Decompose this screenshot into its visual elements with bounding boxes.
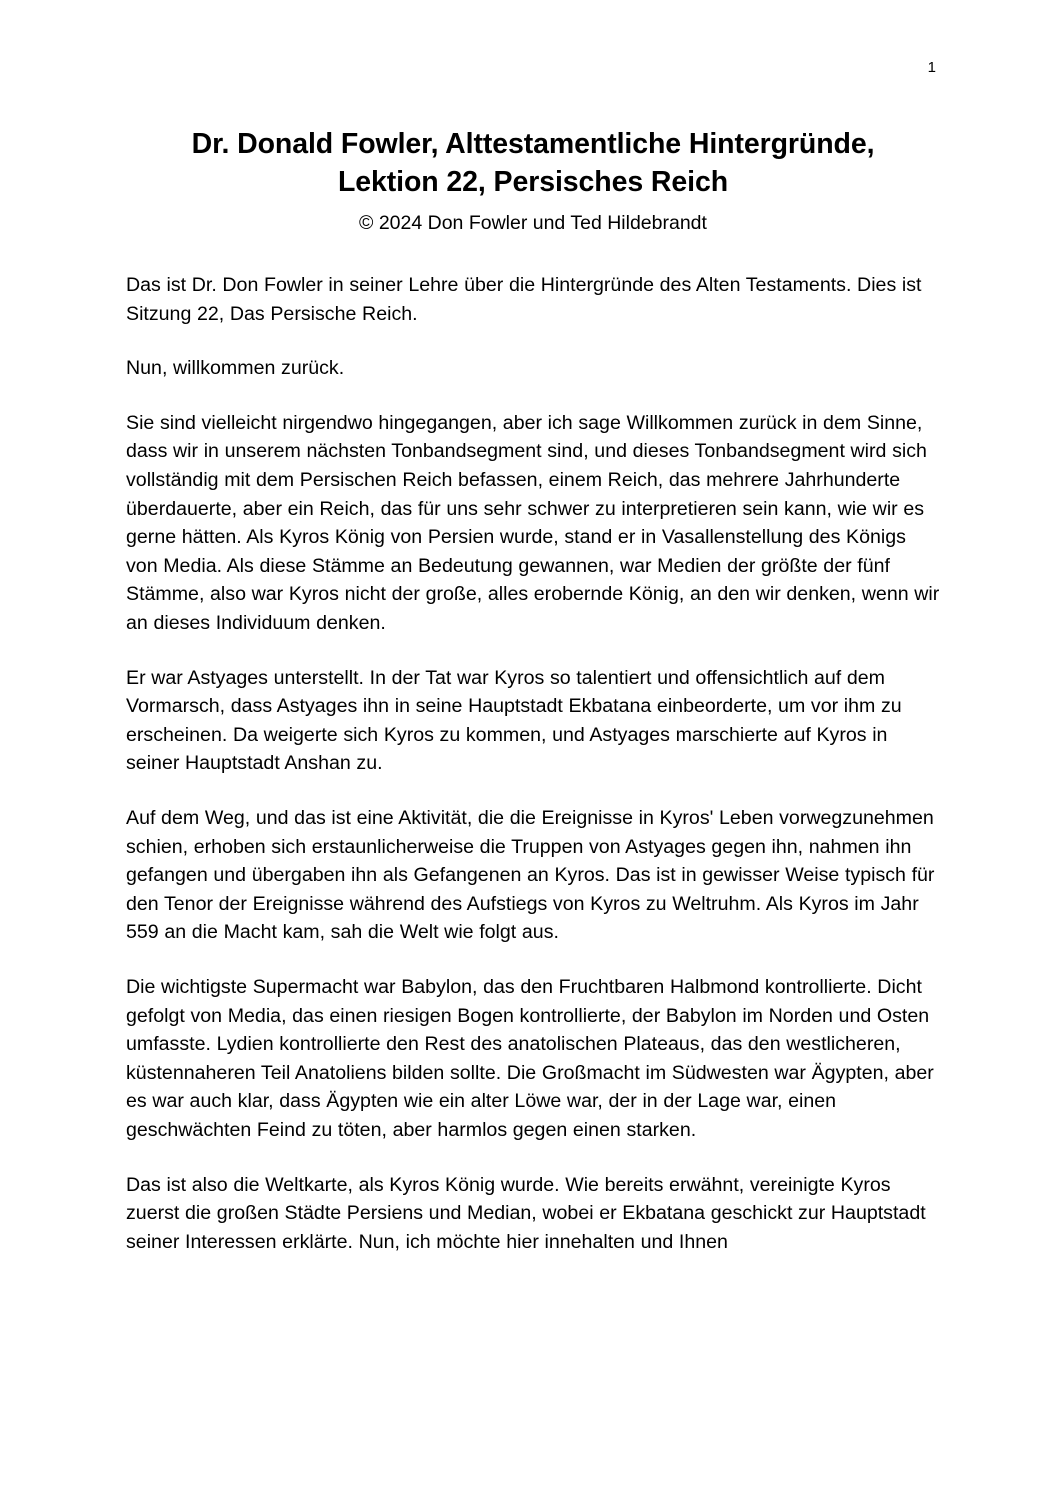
document-body (126, 271, 940, 1256)
paragraph: Das ist also die Weltkarte, als Kyros König wurde. Wie bereits erwähnt, vereinigte Kyros zuerst die großen Städte Persiens und Median, wobei er Ekbatana geschickt zur Hauptstadt seiner Interessen erklärte. Nun, ich möchte hier innehalten und Ihnen (126, 1173, 926, 1253)
paragraph: Auf dem Weg, und das ist eine Aktivität, die die Ereignisse in Kyros' Leben vorwegzunehmen schien, erhoben sich erstaunlicherweise die Truppen von Astyages gegen ihn, nahmen ihn gefangen und übergaben ihn als Gefangenen an Kyros. Das ist in gewisser Weise typisch für den Tenor der Ereignisse während des Aufstiegs von Kyros zu Weltruhm. Als Kyros im Jahr 559 an die Macht kam, sah die Welt wie folgt aus. (126, 806, 935, 944)
paragraph: Sie sind vielleicht nirgendwo hingegangen, aber ich sage Willkommen zurück in dem Sinne, dass wir in unserem nächsten Tonbandsegment sind, und dieses Tonbandsegment wird sich vollständig mit dem Persischen Reich befassen, einem Reich, das mehrere Jahrhunderte überdauerte, aber ein Reich, das für uns sehr schwer zu interpretieren sein kann, wie wir es gerne hätten. Als Kyros König von Persien wurde, stand er in Vasallenstellung des Königs von Media. Als diese Stämme an Bedeutung gewannen, war Medien der größte der fünf Stämme, also war Kyros nicht der große, alles erobernde König, an den wir denken, wenn wir an dieses Individuum denken. (126, 411, 940, 635)
copyright-line: © 2024 Don Fowler und Ted Hildebrandt (359, 211, 707, 234)
page-title-line-1: Dr. Donald Fowler, Alttestamentliche Hintergründe, (191, 128, 875, 160)
paragraph: Die wichtigste Supermacht war Babylon, das den Fruchtbaren Halbmond kontrollierte. Dicht gefolgt von Media, das einen riesigen Bogen kontrollierte, der Babylon im Norden und Osten umfasste. Lydien kontrollierte den Rest des anatolischen Plateaus, das den westlicheren, küstennaheren Teil Anatoliens bilden sollte. Die Großmacht im Südwesten war Ägypten, aber es war auch klar, dass Ägypten wie ein alter Löwe war, der in der Lage war, einen geschwächten Feind zu töten, aber harmlos gegen einen starken. (126, 975, 934, 1141)
paragraph: Er war Astyages unterstellt. In der Tat war Kyros so talentiert und offensichtlich auf dem Vormarsch, dass Astyages ihn in seine Hauptstadt Ekbatana einbeorderte, um vor ihm zu erscheinen. Da weigerte sich Kyros zu kommen, und Astyages marschierte auf Kyros in seiner Hauptstadt Anshan zu. (126, 666, 902, 775)
page-title-line-2: Lektion 22, Persisches Reich (337, 165, 729, 198)
page-title (126, 126, 940, 202)
paragraph: Nun, willkommen zurück. (126, 357, 345, 380)
page-number: 1 (927, 59, 936, 76)
paragraph: Das ist Dr. Don Fowler in seiner Lehre über die Hintergründe des Alten Testaments. Dies ist Sitzung 22, Das Persische Reich. (126, 274, 922, 325)
